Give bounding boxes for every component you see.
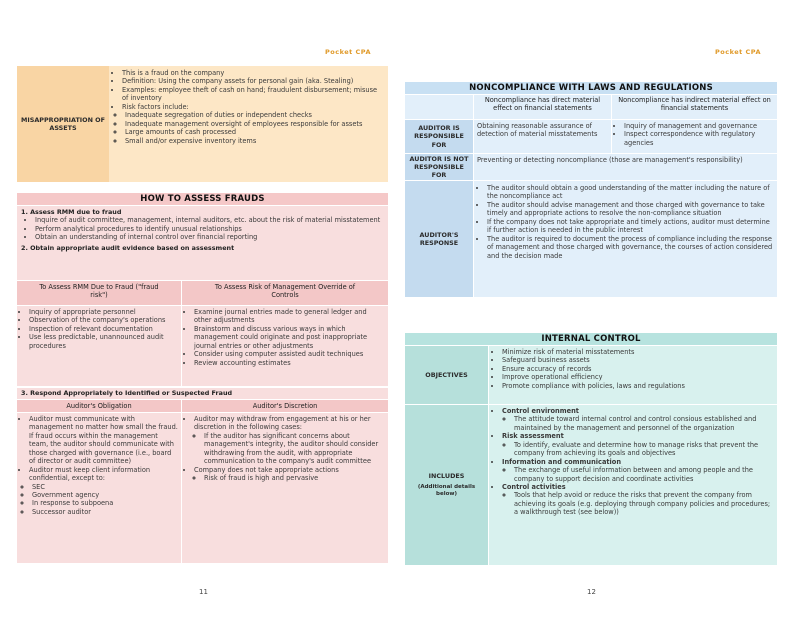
discretion-content: [182, 413, 388, 563]
discretion-list: [185, 415, 385, 483]
list-item: ◦ Inadequate segregation of duties or independent checks: [125, 111, 384, 119]
objectives-list: [493, 348, 773, 390]
discretion-company: Company does not take appropriate actions: [194, 465, 339, 474]
list-item: ◦ Successor auditor: [32, 508, 178, 516]
noncompliance-title: NONCOMPLIANCE WITH LAWS AND REGULATIONS: [405, 82, 777, 94]
component-desc: ◦ To identify, evaluate and determine how to manage risks that prevent the company from achieving its goals and objectives: [514, 441, 773, 458]
list-item: • Obtain an understanding of internal control over financial reporting: [35, 233, 384, 241]
internal-control-title: INTERNAL CONTROL: [405, 333, 777, 345]
row-response-label: AUDITOR'S RESPONSE: [405, 181, 473, 297]
includes-label-cell: [405, 405, 488, 565]
includes-note: (Additional details below): [417, 483, 476, 497]
includes-label: INCLUDES: [428, 472, 465, 481]
list-item: ◦ If the auditor has significant concerns about management's integrity, the auditor should consider withdrawing from the audit, with appropriate communication to the company's audit committee: [204, 432, 385, 466]
fraud-risk-list: [20, 308, 178, 350]
page-number: 12: [587, 588, 596, 596]
list-item: • Improve operational efficiency: [502, 373, 773, 381]
list-item: [502, 432, 773, 457]
list-item: • The auditor should advise management and those charged with governance to take timely and appropriate actions to resolve the non-compliance situation: [487, 201, 773, 218]
list-item: • Risk factors include:: [122, 103, 384, 111]
col-override: [182, 306, 388, 386]
page-12: [397, 0, 794, 635]
objectives-label: OBJECTIVES: [405, 346, 488, 404]
objectives-content: [489, 346, 777, 404]
brand-logo: Pocket CPA: [715, 48, 761, 56]
response-list: [478, 184, 773, 260]
list-item: • The auditor should obtain a good understanding of the matter including the nature of the noncompliance act: [487, 184, 773, 201]
list-item: ◦ Small and/or expensive inventory items: [125, 137, 384, 145]
misappropriation-content: [109, 66, 388, 182]
components-list: [493, 407, 773, 517]
list-item: • Promote compliance with policies, laws and regulations: [502, 382, 773, 390]
list-item: • Consider using computer assisted audit techniques: [194, 350, 385, 358]
list-item: • Observation of the company's operations: [29, 316, 178, 324]
row-not-responsible-text: Preventing or detecting noncompliance (those are management's responsibility): [474, 154, 777, 180]
list-item: ◦ Government agency: [32, 491, 178, 499]
component-desc: ◦ The exchange of useful information between and among people and the company to support decision and coordinate activities: [514, 466, 773, 483]
list-item: • Definition: Using the company assets for personal gain (aka. Stealing): [122, 77, 384, 85]
step-1-heading: 1. Assess RMM due to fraud: [21, 208, 122, 216]
list-item: • Examine journal entries made to general ledger and other adjustments: [194, 308, 385, 325]
list-item: [502, 458, 773, 483]
list-item: [502, 407, 773, 432]
list-item: [502, 483, 773, 517]
discretion-intro: Auditor may withdraw from engagement at his or her discretion in the following cases:: [194, 415, 371, 432]
row-responsible-indirect: [612, 120, 777, 153]
list-item: • Brainstorm and discuss various ways in which management could originate and post inappropriate journal entries or other adjustments: [194, 325, 385, 350]
risk-factors-list: [113, 111, 384, 145]
list-item: • Safeguard business assets: [502, 356, 773, 364]
list-item: ◦ SEC: [32, 483, 178, 491]
col-fraud-risk: [17, 306, 181, 386]
brand-logo: Pocket CPA: [325, 48, 371, 56]
list-item: • Inspection of relevant documentation: [29, 325, 178, 333]
list-item: ◦ Inadequate management oversight of employees responsible for assets: [125, 120, 384, 128]
indirect-list: [615, 122, 774, 147]
col-override-title: To Assess Risk of Management Override of Controls: [182, 281, 388, 305]
misappropriation-label: MISAPPROPRIATION OF ASSETS: [17, 66, 109, 182]
row-responsible-direct: Obtaining reasonable assurance of detection of material misstatements: [474, 120, 611, 153]
step-1-list: [21, 216, 384, 241]
discretion-sub-list-2: [194, 474, 385, 482]
col-fraud-risk-title: To Assess RMM Due to Fraud ("fraud risk"): [17, 281, 181, 305]
component-name: Risk assessment: [502, 432, 564, 441]
list-item: ◦ Large amounts of cash processed: [125, 128, 384, 136]
list-item: • If the company does not take appropriate and timely actions, auditor must determine if further action is needed in the public interest: [487, 218, 773, 235]
list-item: • Use less predictable, unannounced audit procedures: [29, 333, 178, 350]
list-item: • Inquire of audit committee, management, internal auditors, etc. about the risk of material misstatement: [35, 216, 384, 224]
component-desc-list: [502, 491, 773, 516]
row-responsible-label: AUDITOR IS RESPONSIBLE FOR: [405, 120, 473, 153]
col-direct-title: Noncompliance has direct material effect on financial statements: [474, 95, 611, 119]
discretion-sub-list: [194, 432, 385, 466]
component-desc-list: [502, 441, 773, 458]
list-item: • This is a fraud on the company: [122, 69, 384, 77]
obligation-title: Auditor's Obligation: [17, 400, 181, 412]
obligation-content: [17, 413, 181, 563]
obligation-list: [20, 415, 178, 483]
list-item: • Inspect correspondence with regulatory agencies: [624, 130, 774, 147]
list-item: [194, 415, 385, 466]
list-item: • The auditor is required to document the process of compliance including the response of management and those charged with governance, the courses of action considered and the decision made: [487, 235, 773, 260]
page-number: 11: [199, 588, 208, 596]
noncompliance-corner: [405, 95, 473, 119]
assess-frauds-title: HOW TO ASSESS FRAUDS: [17, 193, 388, 205]
list-item: ◦ Risk of fraud is high and pervasive: [204, 474, 385, 482]
includes-content: [489, 405, 777, 565]
step-2-heading: 2. Obtain appropriate audit evidence based on assessment: [21, 243, 235, 252]
list-item: ◦ In response to subpoena: [32, 499, 178, 507]
component-desc-list: [502, 466, 773, 483]
component-desc: ◦ Tools that help avoid or reduce the risks that prevent the company from achieving its goals (e.g. deploying through company policies and procedures; a walkthrough test (see below)): [514, 491, 773, 516]
list-item: • Auditor must keep client information confidential, except to:: [29, 466, 178, 483]
discretion-title: Auditor's Discretion: [182, 400, 388, 412]
list-item: • Ensure accuracy of records: [502, 365, 773, 373]
override-list: [185, 308, 385, 367]
list-item: • Minimize risk of material misstatements: [502, 348, 773, 356]
list-item: • Auditor must communicate with management no matter how small the fraud. If fraud occurs within the management team, the auditor should communicate with those charged with governance (i.e., board of director or audit committee): [29, 415, 178, 466]
assess-step-1-2: [17, 206, 388, 280]
component-name: Control environment: [502, 407, 579, 415]
component-name: Information and communication: [502, 457, 622, 466]
list-item: • Review accounting estimates: [194, 359, 385, 367]
row-not-responsible-label: AUDITOR IS NOT RESPONSIBLE FOR: [405, 154, 473, 180]
list-item: • Examples: employee theft of cash on hand; fraudulent disbursement; misuse of inventory: [122, 86, 384, 103]
step-3-heading: 3. Respond Appropriately to Identified or Suspected Fraud: [17, 388, 388, 399]
list-item: • Inquiry of appropriate personnel: [29, 308, 178, 316]
component-name: Control activities: [502, 482, 566, 491]
col-indirect-title: Noncompliance has indirect material effect on financial statements: [612, 95, 777, 119]
component-desc-list: [502, 415, 773, 432]
list-item: • Perform analytical procedures to identify unusual relationships: [35, 225, 384, 233]
confidential-exceptions-list: [20, 483, 178, 517]
row-response-content: [474, 181, 777, 297]
misappropriation-list: [113, 69, 384, 111]
component-desc: ◦ The attitude toward internal control and control consious established and maintained by the management and personnel of the organization: [514, 415, 773, 432]
list-item: • Inquiry of management and governance: [624, 122, 774, 130]
list-item: [194, 466, 385, 483]
